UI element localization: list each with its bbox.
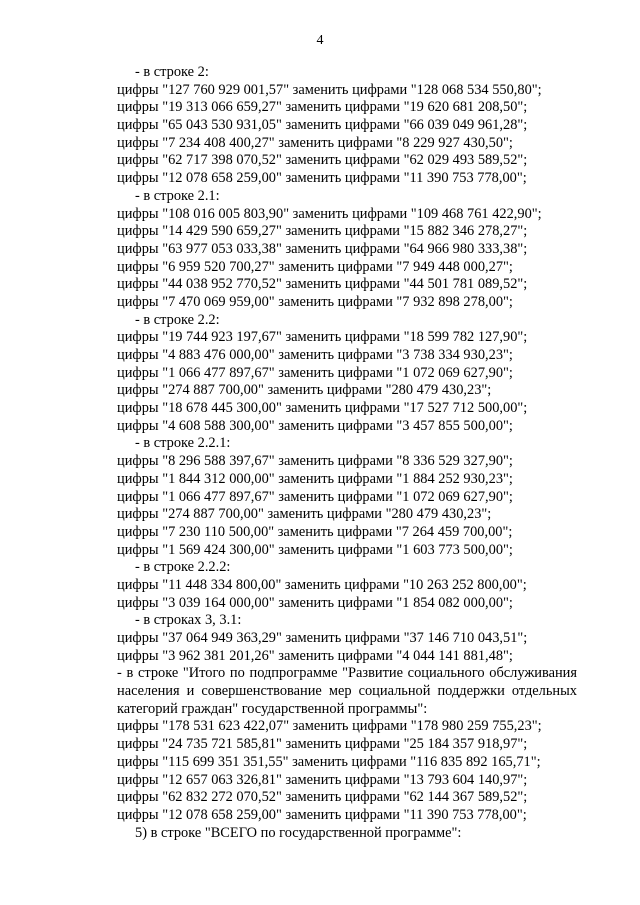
text-line: цифры "14 429 590 659,27" заменить цифрами "15 882 346 278,27"; — [117, 223, 528, 240]
page-number: 4 — [316, 33, 324, 48]
text-line: цифры "7 234 408 400,27" заменить цифрами "8 229 927 430,50"; — [117, 134, 513, 151]
text-line: цифры "8 296 588 397,67" заменить цифрами "8 336 529 327,90"; — [117, 453, 513, 470]
paragraph: - в строке "Итого по подпрограмме "Развитие социального обслуживания населения и совершенствование мер социальной поддержки отдельных категорий граждан" государственной программы": — [117, 665, 577, 717]
text-line: цифры "12 078 658 259,00" заменить цифрами "11 390 753 778,00"; — [117, 170, 527, 187]
section-heading: - в строке 2.2.1: — [135, 435, 231, 452]
text-line: цифры "115 699 351 351,55" заменить цифрами "116 835 892 165,71"; — [117, 753, 541, 770]
section-heading: - в строке 2.2.2: — [135, 559, 231, 576]
text-line: цифры "4 883 476 000,00" заменить цифрами "3 738 334 930,23"; — [117, 347, 513, 363]
text-line: цифры "19 313 066 659,27" заменить цифрами "19 620 681 208,50"; — [117, 99, 528, 116]
text-line: цифры "44 038 952 770,52" заменить цифрами "44 501 781 089,52"; — [117, 276, 528, 293]
text-line: цифры "1 844 312 000,00" заменить цифрами "1 884 252 930,23"; — [117, 470, 513, 487]
text-line: цифры "12 657 063 326,81" заменить цифрами "13 793 604 140,97"; — [117, 771, 528, 788]
text-line: цифры "24 735 721 585,81" заменить цифрами "25 184 357 918,97"; — [117, 736, 528, 753]
text-line: цифры "1 569 424 300,00" заменить цифрами "1 603 773 500,00"; — [117, 541, 513, 558]
text-line: цифры "127 760 929 001,57" заменить цифрами "128 068 534 550,80"; — [117, 81, 542, 98]
text-line: цифры "18 678 445 300,00" заменить цифрами "17 527 712 500,00"; — [117, 400, 528, 417]
text-line: цифры "274 887 700,00" заменить цифрами "280 479 430,23"; — [117, 382, 492, 399]
text-line: цифры "12 078 658 259,00" заменить цифрами "11 390 753 778,00"; — [117, 806, 527, 823]
text-line: цифры "37 064 949 363,29" заменить цифрами "37 146 710 043,51"; — [117, 630, 528, 646]
document-body — [117, 64, 577, 842]
text-line: цифры "19 744 923 197,67" заменить цифрами "18 599 782 127,90"; — [117, 329, 528, 346]
text-line: цифры "62 832 272 070,52" заменить цифрами "62 144 367 589,52"; — [117, 789, 528, 806]
text-line: цифры "65 043 530 931,05" заменить цифрами "66 039 049 961,28"; — [117, 117, 528, 134]
text-line: цифры "7 230 110 500,00" заменить цифрами "7 264 459 700,00"; — [117, 523, 513, 540]
text-line: цифры "62 717 398 070,52" заменить цифрами "62 029 493 589,52"; — [117, 152, 528, 169]
section-heading: - в строке 2.1: — [135, 187, 220, 204]
section-heading: - в строках 3, 3.1: — [135, 612, 242, 629]
text-line: цифры "4 608 588 300,00" заменить цифрами "3 457 855 500,00"; — [117, 417, 513, 434]
text-line: цифры "11 448 334 800,00" заменить цифрами "10 263 252 800,00"; — [117, 576, 527, 593]
text-line: цифры "1 066 477 897,67" заменить цифрами "1 072 069 627,90"; — [117, 364, 513, 381]
text-line: цифры "1 066 477 897,67" заменить цифрами "1 072 069 627,90"; — [117, 488, 513, 505]
text-line: цифры "6 959 520 700,27" заменить цифрами "7 949 448 000,27"; — [117, 258, 513, 275]
text-line: цифры "63 977 053 033,38" заменить цифрами "64 966 980 333,38"; — [117, 240, 528, 257]
text-line: цифры "108 016 005 803,90" заменить цифрами "109 468 761 422,90"; — [117, 205, 542, 222]
section-heading: - в строке 2: — [135, 64, 209, 80]
section-heading: - в строке 2.2: — [135, 311, 220, 328]
text-line: цифры "3 039 164 000,00" заменить цифрами "1 854 082 000,00"; — [117, 594, 513, 611]
text-line: цифры "3 962 381 201,26" заменить цифрами "4 044 141 881,48"; — [117, 647, 513, 664]
text-line: цифры "274 887 700,00" заменить цифрами "280 479 430,23"; — [117, 506, 492, 523]
text-line: цифры "7 470 069 959,00" заменить цифрами "7 932 898 278,00"; — [117, 293, 513, 310]
section-heading: 5) в строке "ВСЕГО по государственной программе": — [135, 824, 462, 841]
text-line: цифры "178 531 623 422,07" заменить цифрами "178 980 259 755,23"; — [117, 718, 542, 735]
